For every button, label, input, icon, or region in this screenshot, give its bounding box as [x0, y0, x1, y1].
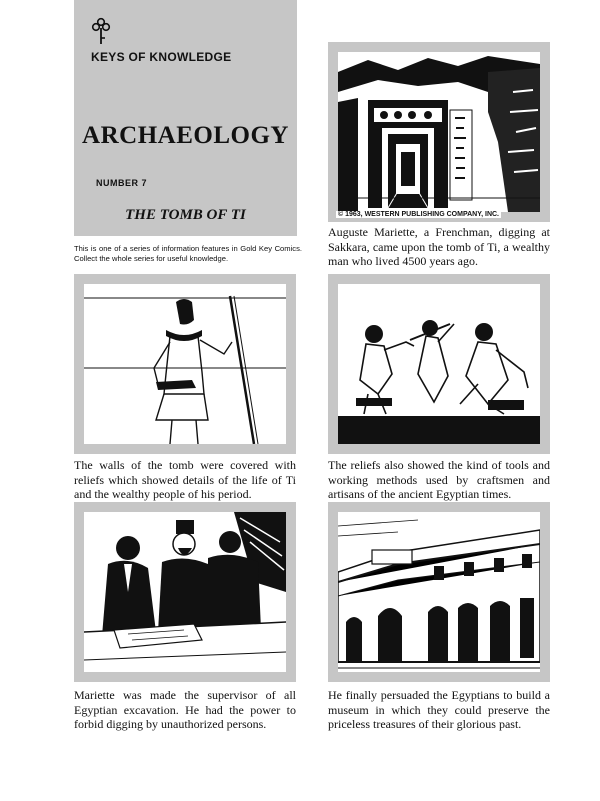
- series-info: This is one of a series of information features in Gold Key Comics. Collect the whole series for useful knowledge.: [74, 244, 302, 263]
- panel-art: [338, 512, 540, 672]
- copyright-notice: © 1963, WESTERN PUBLISHING COMPANY, INC.: [338, 211, 499, 218]
- feature-title: THE TOMB OF TI: [125, 207, 246, 223]
- key-icon: [90, 16, 112, 44]
- panel-art: [338, 284, 540, 444]
- panel-art: [338, 52, 540, 212]
- series-title: KEYS OF KNOWLEDGE: [91, 50, 232, 64]
- issue-number: NUMBER 7: [96, 178, 148, 188]
- panel-tomb-entrance: [328, 42, 550, 222]
- caption-panel-1: Auguste Mariette, a Frenchman, digging at Sakkara, came upon the tomb of Ti, a wealthy man who lived 4500 years ago.: [328, 225, 550, 268]
- caption-panel-4: Mariette was made the supervisor of all Egyptian excavation. He had the power to forbid digging by unauthorized persons.: [74, 688, 296, 731]
- panel-mariette-supervisor: [74, 502, 296, 682]
- panel-art: [84, 284, 286, 444]
- subject-title: ARCHAEOLOGY: [82, 122, 289, 149]
- panel-museum: [328, 502, 550, 682]
- panel-relief-figure: [74, 274, 296, 454]
- caption-panel-3: The reliefs also showed the kind of tools and working methods used by craftsmen and artisans of the ancient Egyptian times.: [328, 458, 550, 501]
- title-box: [74, 0, 297, 236]
- caption-panel-2: The walls of the tomb were covered with reliefs which showed details of the life of Ti and the wealthy people of his period.: [74, 458, 296, 501]
- panel-craftsmen: [328, 274, 550, 454]
- caption-panel-5: He finally persuaded the Egyptians to build a museum in which they could preserve the priceless treasures of their glorious past.: [328, 688, 550, 731]
- panel-art: [84, 512, 286, 672]
